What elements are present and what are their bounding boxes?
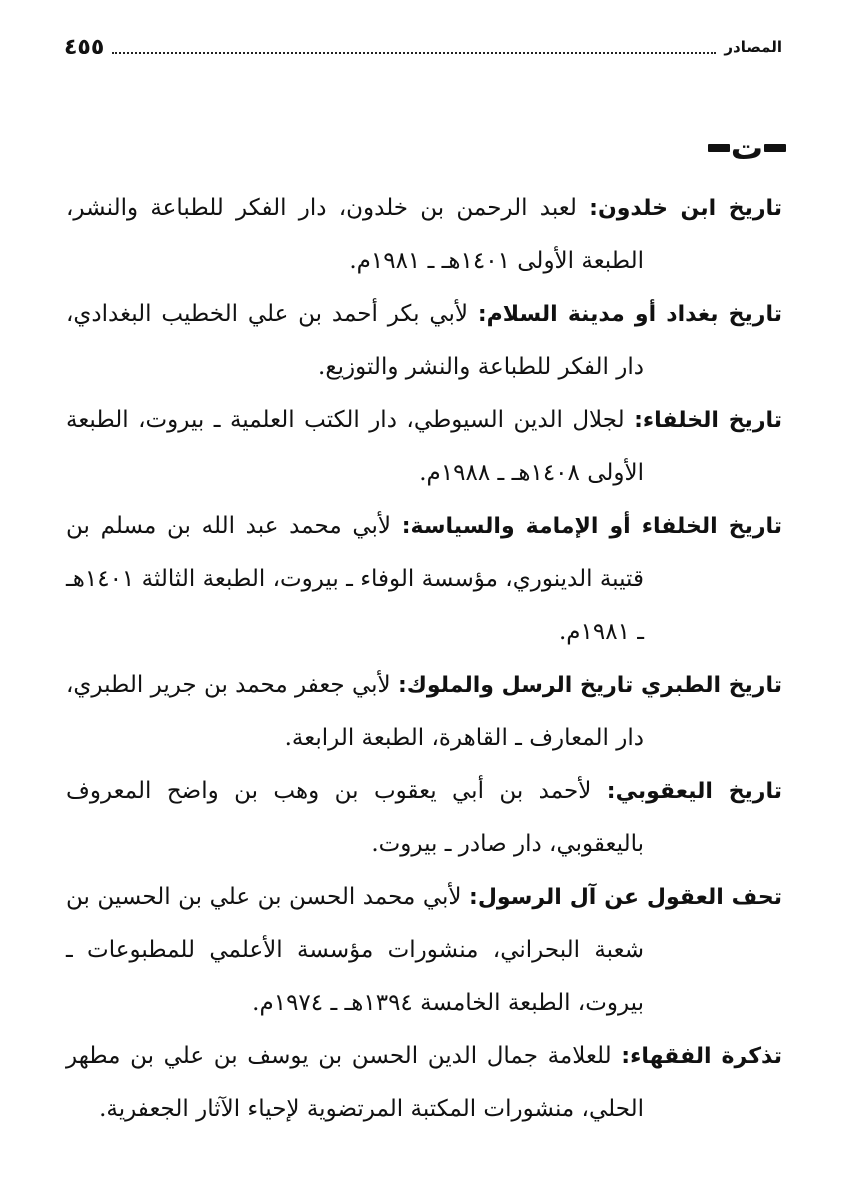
section-letter-heading [708, 130, 786, 166]
bibliography-entry [66, 765, 782, 871]
entry-text: لأبي محمد عبد الله بن مسلم بن قتيبة الدينوري، مؤسسة الوفاء ـ بيروت، الطبعة الثالثة ١٤٠١هـ ـ ١٩٨١م. [66, 513, 644, 645]
heading-bar-left [708, 144, 730, 152]
entry-title: تاريخ ابن خلدون: [589, 196, 783, 221]
bibliography-entry [66, 394, 782, 500]
header-title: المصادر [724, 38, 782, 56]
page-number: ٤٥٥ [64, 34, 105, 60]
entry-title: تحف العقول عن آل الرسول: [469, 885, 782, 910]
entry-title: تاريخ الطبري تاريخ الرسل والملوك: [397, 673, 782, 698]
entry-title: تاريخ بغداد أو مدينة السلام: [477, 302, 782, 327]
header-dot-leader [112, 52, 716, 54]
bibliography-entry [66, 500, 782, 659]
bibliography-entry [66, 288, 782, 394]
entry-text: لأحمد بن أبي يعقوب بن وهب بن واضح المعروف باليعقوبي، دار صادر ـ بيروت. [66, 778, 644, 857]
entry-text: للعلامة جمال الدين الحسن بن يوسف بن علي بن مطهر الحلي، منشورات المكتبة المرتضوية لإحياء الآثار الجعفرية. [66, 1043, 644, 1122]
entry-text: لعبد الرحمن بن خلدون، دار الفكر للطباعة والنشر، الطبعة الأولى ١٤٠١هـ ـ ١٩٨١م. [66, 195, 644, 274]
bibliography-entry [66, 871, 782, 1030]
bibliography-entry [66, 182, 782, 288]
entry-title: تاريخ الخلفاء أو الإمامة والسياسة: [401, 514, 783, 539]
entry-text: لأبي محمد الحسن بن علي بن الحسين بن شعبة البحراني، منشورات مؤسسة الأعلمي للمطبوعات ـ بيروت، الطبعة الخامسة ١٣٩٤هـ ـ ١٩٧٤م. [66, 884, 644, 1016]
bibliography-entries [66, 182, 782, 1136]
entry-title: تاريخ الخلفاء: [634, 408, 783, 433]
section-letter: ت [730, 129, 763, 167]
entry-title: تذكرة الفقهاء: [621, 1044, 782, 1069]
entry-title: تاريخ اليعقوبي: [606, 779, 782, 804]
entry-text: لجلال الدين السيوطي، دار الكتب العلمية ـ بيروت، الطبعة الأولى ١٤٠٨هـ ـ ١٩٨٨م. [66, 407, 644, 486]
heading-bar-right [764, 144, 786, 152]
running-header [64, 30, 782, 64]
entry-text: لأبي بكر أحمد بن علي الخطيب البغدادي، دار الفكر للطباعة والنشر والتوزيع. [66, 301, 644, 380]
entry-text: لأبي جعفر محمد بن جرير الطبري، دار المعارف ـ القاهرة، الطبعة الرابعة. [66, 672, 644, 751]
bibliography-entry [66, 1030, 782, 1136]
bibliography-entry [66, 659, 782, 765]
